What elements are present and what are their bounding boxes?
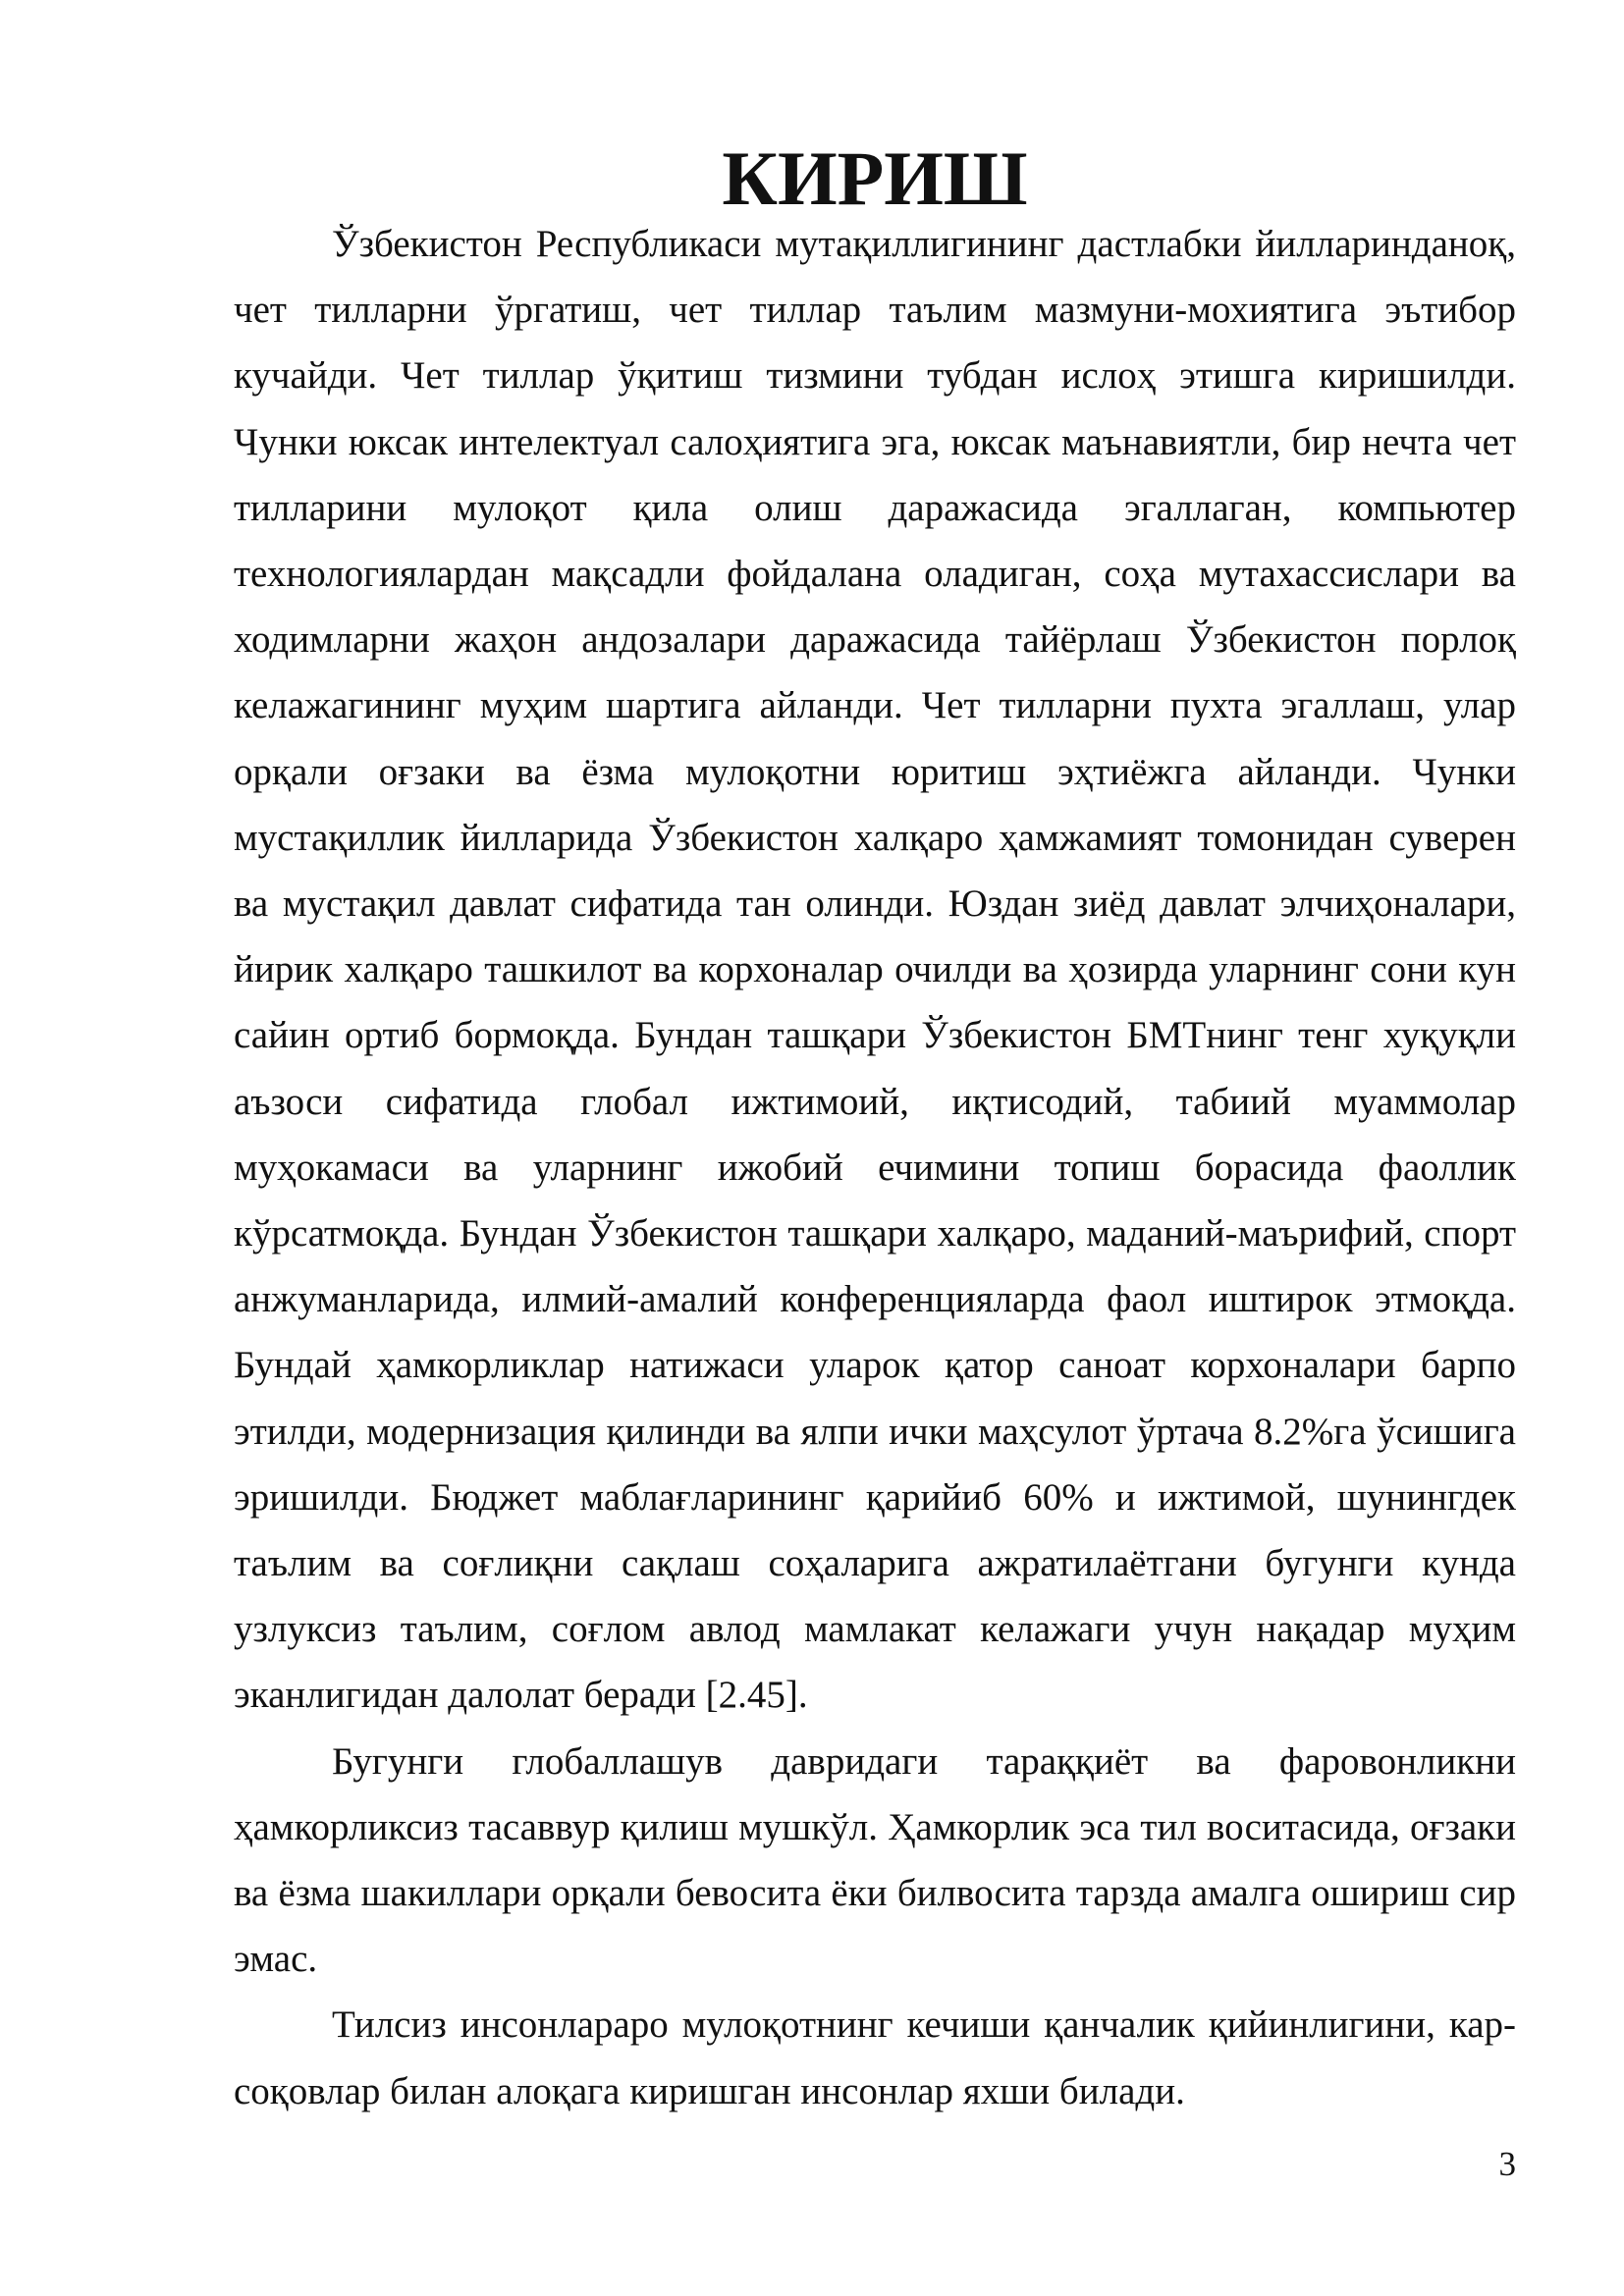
- paragraph-intro: Ўзбекистон Республикаси мутақиллигининг дастлабки йилларинданоқ, чет тилларни ўргатиш, чет тиллар таълим мазмуни-мохиятига эътибор кучайди. Чет тиллар ўқитиш тизмини тубдан ислоҳ этишга киришилди. Чунки юксак интелектуал салоҳиятига эга, юксак маънавиятли, бир нечта чет тилларини мулоқот қила олиш даражасида эгаллаган, компьютер технологиялардан мақсадли фойдалана оладиган, соҳа мутахассислари ва ходимларни жаҳон андозалари даражасида тайёрлаш Ўзбекистон порлоқ келажагининг муҳим шартига айланди. Чет тилларни пухта эгаллаш, улар орқали оғзаки ва ёзма мулоқотни юритиш эҳтиёжга айланди. Чунки мустақиллик йилларида Ўзбекистон халқаро ҳамжамият томонидан суверен ва мустақил давлат сифатида тан олинди. Юздан зиёд давлат элчиҳоналари, йирик халқаро ташкилот ва корхоналар очилди ва ҳозирда уларнинг сони кун сайин ортиб бормоқда. Бундан ташқари Ўзбекистон БМТнинг тенг хуқуқли аъзоси сифатида глобал ижтимоий, иқтисодий, табиий муаммолар муҳокамаси ва уларнинг ижобий ечимини топиш борасида фаоллик кўрсатмоқда. Бундан Ўзбекистон ташқари халқаро, маданий-маърифий, спорт анжуманларида, илмий-амалий конференцияларда фаол иштирок этмоқда. Бундай ҳамкорликлар натижаси уларок қатор саноат корхоналари барпо этилди, модернизация қилинди ва ялпи ички маҳсулот ўртача 8.2%га ўсишига эришилди. Бюджет маблағларининг қарийиб 60% и ижтимой, шунингдек таълим ва соғлиқни сақлаш соҳаларига ажратилаётгани бугунги кунда узлуксиз таълим, соғлом авлод мамлакат келажаги учун нақадар муҳим эканлигидан далолат беради [2.45].: [234, 223, 1516, 1717]
- document-page: [234, 135, 1516, 2124]
- document-title: КИРИШ: [722, 135, 1028, 221]
- page-number: 3: [1498, 2145, 1516, 2183]
- paragraph-communication: Тилсиз инсонлараро мулоқотнинг кечиши қанчалик қийинлигини, кар-соқовлар билан алоқага киришган инсонлар яхши билади.: [234, 2003, 1516, 2112]
- paragraph-globalization: Бугунги глобаллашув давридаги тараққиёт ва фаровонликни ҳамкорликсиз тасаввур қилиш мушкўл. Ҳамкорлик эса тил воситасида, оғзаки ва ёзма шакиллари орқали бевосита ёки билвосита тарзда амалга ошириш сир эмас.: [234, 1739, 1516, 1981]
